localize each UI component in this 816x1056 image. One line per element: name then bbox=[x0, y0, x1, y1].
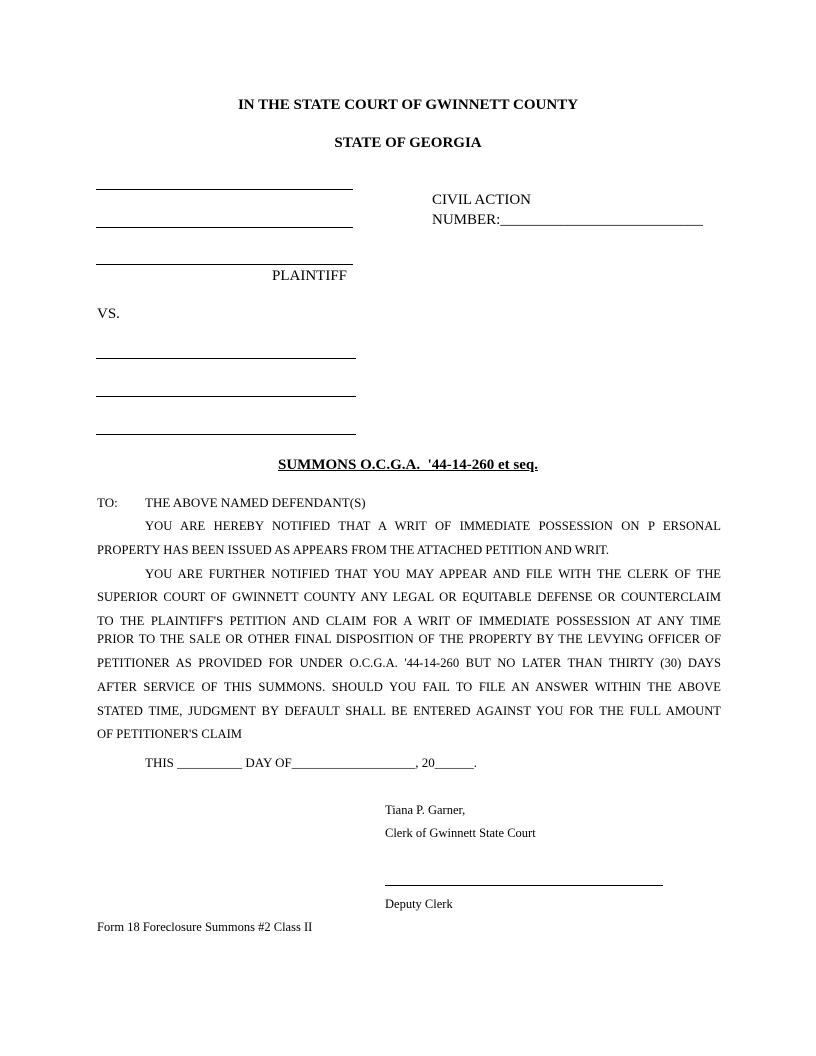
deputy-clerk-label: Deputy Clerk bbox=[385, 897, 453, 911]
summons-body-line: STATED TIME, JUDGMENT BY DEFAULT SHALL BE ENTERED AGAINST YOU FOR THE FULL AMOUNT bbox=[97, 704, 721, 718]
clerk-name: Tiana P. Garner, bbox=[385, 803, 466, 817]
summons-body-line: OF PETITIONER'S CLAIM bbox=[97, 727, 243, 741]
court-heading: IN THE STATE COURT OF GWINNETT COUNTY bbox=[237, 97, 579, 113]
clerk-title: Clerk of Gwinnett State Court bbox=[385, 826, 536, 840]
summons-title-text: SUMMONS O.C.G.A. '44-14-260 et seq. bbox=[278, 457, 538, 473]
civil-action-label: CIVIL ACTION bbox=[432, 192, 532, 208]
summons-body-line: YOU ARE FURTHER NOTIFIED THAT YOU MAY APPEAR AND FILE WITH THE CLERK OF THE bbox=[145, 567, 721, 581]
defendant-blank-line-1[interactable] bbox=[96, 358, 356, 359]
summons-body-line: PRIOR TO THE SALE OR OTHER FINAL DISPOSITION OF THE PROPERTY BY THE LEVYING OFFICER OF bbox=[97, 632, 721, 646]
to-recipient: THE ABOVE NAMED DEFENDANT(S) bbox=[145, 495, 366, 510]
summons-body-line: PETITIONER AS PROVIDED FOR UNDER O.C.G.A. '44-14-260 BUT NO LATER THAN THIRTY (30) DAYS bbox=[97, 656, 721, 670]
plaintiff-blank-line-3[interactable] bbox=[96, 264, 353, 265]
summons-body-line: PROPERTY HAS BEEN ISSUED AS APPEARS FROM THE ATTACHED PETITION AND WRIT. bbox=[97, 543, 610, 557]
summons-body-line: SUPERIOR COURT OF GWINNETT COUNTY ANY LEGAL OR EQUITABLE DEFENSE OR COUNTERCLAIM bbox=[97, 590, 721, 604]
defendant-blank-line-2[interactable] bbox=[96, 396, 356, 397]
plaintiff-label: PLAINTIFF bbox=[272, 268, 348, 284]
summons-body-line: AFTER SERVICE OF THIS SUMMONS. SHOULD YOU FAIL TO FILE AN ANSWER WITHIN THE ABOVE bbox=[97, 680, 721, 694]
civil-action-number-field[interactable]: NUMBER:___________________________ bbox=[432, 212, 703, 228]
form-identifier: Form 18 Foreclosure Summons #2 Class II bbox=[97, 920, 313, 934]
state-heading: STATE OF GEORGIA bbox=[334, 135, 482, 151]
deputy-signature-line[interactable] bbox=[385, 885, 663, 886]
to-label: TO: bbox=[97, 495, 118, 510]
summons-body-line: YOU ARE HEREBY NOTIFIED THAT A WRIT OF IMMEDIATE POSSESSION ON P ERSONAL bbox=[145, 519, 721, 533]
plaintiff-blank-line-2[interactable] bbox=[96, 227, 353, 228]
defendant-blank-line-3[interactable] bbox=[96, 434, 356, 435]
summons-title bbox=[0, 457, 816, 474]
versus-label: VS. bbox=[97, 306, 120, 322]
plaintiff-blank-line-1[interactable] bbox=[96, 189, 353, 190]
summons-body-line: TO THE PLAINTIFF'S PETITION AND CLAIM FOR A WRIT OF IMMEDIATE POSSESSION AT ANY TIME bbox=[97, 614, 721, 628]
date-fill-line[interactable]: THIS __________ DAY OF___________________, 20______. bbox=[145, 755, 477, 770]
